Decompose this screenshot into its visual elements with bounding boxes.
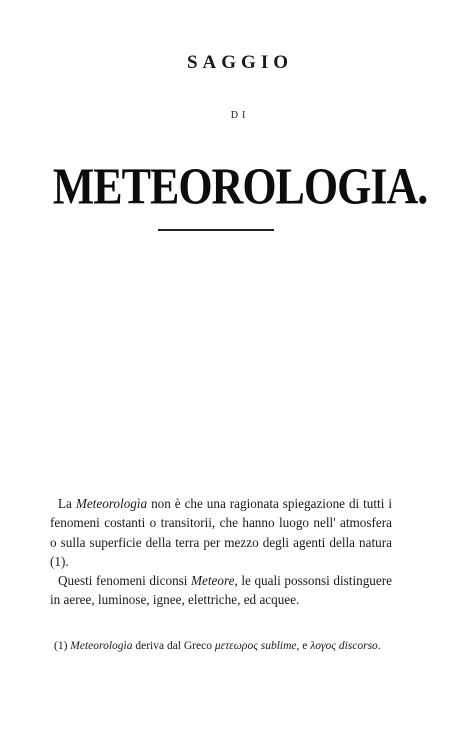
footnote-sublime: sublime	[260, 640, 297, 652]
paragraph-1-text: non è che una ragionata spiegazione di tutti i fenomeni costanti o transitorii, che hanno luogo nell' atmosfera o sulla superficie della terra per mezzo degli agenti della natura (1).	[50, 496, 392, 569]
paragraph-1-pre: La	[58, 496, 76, 511]
footnote	[50, 638, 392, 655]
page-title: METEOROLOGIA.	[52, 157, 428, 216]
paragraph-2-pre: Questi fenomeni diconsi	[58, 573, 192, 589]
footnote-text	[50, 638, 392, 655]
footnote-greek-2: λογος	[310, 640, 336, 652]
footnote-discorso: discorso	[338, 640, 378, 652]
paragraph-1-term: Meteorologìa	[75, 496, 148, 511]
body-text	[50, 494, 392, 610]
footnote-mid: deriva dal Greco	[132, 640, 215, 652]
paragraph-1	[50, 494, 392, 571]
footnote-marker: (1)	[54, 640, 71, 652]
footnote-sep: , e	[296, 640, 311, 652]
title-saggio: SAGGIO	[186, 52, 294, 73]
footnote-greek-1: μετεωρος	[214, 640, 258, 652]
title-rule	[158, 229, 274, 231]
footnote-end: .	[377, 640, 381, 652]
paragraph-2	[50, 571, 392, 610]
paragraph-2-term: Meteore	[191, 573, 235, 589]
paragraph-2-text: , le quali possonsi distinguere in aeree, luminose, ignee, elettriche, ed acquee.	[50, 573, 393, 608]
title-di: DI	[230, 110, 250, 121]
footnote-term: Meteorologìa	[70, 640, 133, 652]
